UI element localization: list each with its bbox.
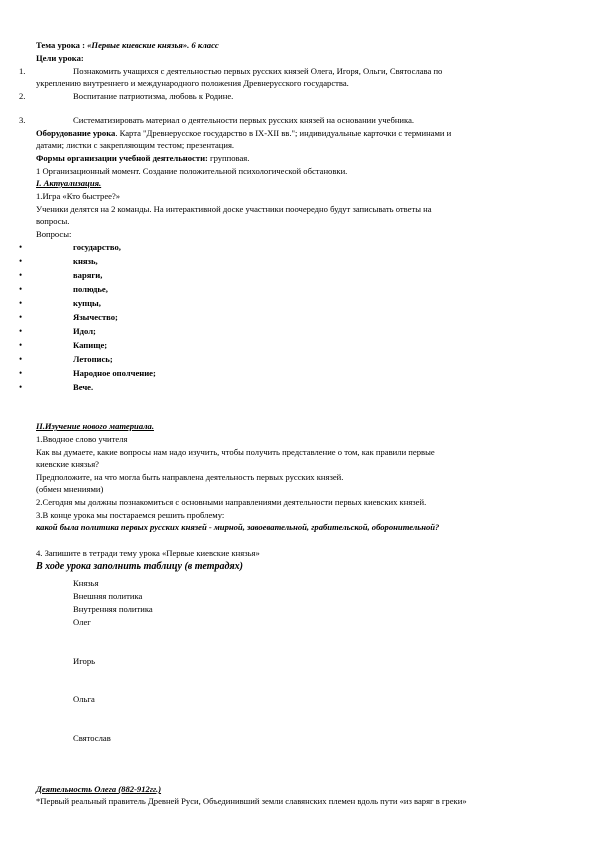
bullet-icon: • xyxy=(19,298,23,308)
prince-oleg: Олег xyxy=(73,617,91,627)
oleg-section-text: *Первый реальный правитель Древней Руси, Объединивший земли славянских племен вдоль пути «из варяг в греки» xyxy=(36,796,467,806)
forms-line xyxy=(36,153,249,164)
bullet-icon: • xyxy=(19,256,23,266)
oleg-section-title: Деятельность Олега (882-912гг.) xyxy=(36,784,162,794)
forms-value: групповая. xyxy=(207,153,250,163)
bullet-icon: • xyxy=(19,242,23,252)
game-desc-line1: Ученики делятся на 2 команды. На интерактивной доске участники поочередно будут записывать ответы на xyxy=(36,204,432,214)
bullet-icon: • xyxy=(19,340,23,350)
problem-question: какой была политика первых русских князей - мирной, завоевательной, грабительской, оборонительной? xyxy=(36,522,440,532)
section2-p1: 1.Вводное слово учителя xyxy=(36,434,128,444)
section1-title: I. Актуализация. xyxy=(36,178,102,188)
section2-p8: 4. Запишите в тетради тему урока «Первые киевские князья» xyxy=(36,548,260,558)
forms-label: Формы организации учебной деятельности: xyxy=(36,153,208,163)
list-item: полюдье, xyxy=(73,284,108,294)
bullet-icon: • xyxy=(19,270,23,280)
bullet-icon: • xyxy=(19,312,23,322)
section2-p2: Как вы думаете, какие вопросы нам надо изучить, чтобы получить представление о том, как правили первые xyxy=(36,447,435,457)
prince-olga: Ольга xyxy=(73,694,95,704)
bullet-icon: • xyxy=(19,382,23,392)
section2-title: II.Изучение нового материала. xyxy=(36,421,154,431)
bullet-icon: • xyxy=(19,354,23,364)
table-col-princes: Князья xyxy=(73,578,99,588)
lesson-topic xyxy=(36,40,219,51)
section2-p4: Предположите, на что могла быть направлена деятельность первых русских князей. xyxy=(36,472,344,482)
topic-label: Тема урока : xyxy=(36,40,88,50)
org-moment: 1 Организационный момент. Создание положительной психологической обстановки. xyxy=(36,166,348,176)
goals-label: Цели урока: xyxy=(36,53,84,63)
game-desc-line2: вопросы. xyxy=(36,216,70,226)
goal-1-line2: укреплению внутреннего и международного положения Древнерусского государства. xyxy=(36,78,349,88)
prince-svyatoslav: Святослав xyxy=(73,733,111,743)
table-heading: В ходе урока заполнить таблицу (в тетрадях) xyxy=(36,561,243,572)
list-item: князь, xyxy=(73,256,98,266)
questions-label: Вопросы: xyxy=(36,229,72,239)
game-title: 1.Игра «Кто быстрее?» xyxy=(36,191,121,201)
table-col-domestic-policy: Внутренняя политика xyxy=(73,604,153,614)
section2-p7: 3.В конце урока мы постараемся решить проблему: xyxy=(36,510,225,520)
bullet-icon: • xyxy=(19,326,23,336)
goal-1-line1: Познакомить учащихся с деятельностью первых русских князей Олега, Игоря, Ольги, Святослава по xyxy=(73,66,443,76)
list-item: Идол; xyxy=(73,326,96,336)
list-item: Народное ополчение; xyxy=(73,368,156,378)
list-item: Летопись; xyxy=(73,354,113,364)
bullet-icon: • xyxy=(19,368,23,378)
goal-1-number: 1. xyxy=(19,66,26,76)
equipment-line2: датами; листки с закрепляющим тестом; презентация. xyxy=(36,140,235,150)
goal-3-number: 3. xyxy=(19,115,26,125)
equipment-label: Оборудование урока xyxy=(36,128,116,138)
section2-p6: 2.Сегодня мы должны познакомиться с основными направлениями деятельности первых киевских князей. xyxy=(36,497,427,507)
prince-igor: Игорь xyxy=(73,656,96,666)
list-item: государство, xyxy=(73,242,121,252)
list-item: Капище; xyxy=(73,340,108,350)
table-col-foreign-policy: Внешняя политика xyxy=(73,591,143,601)
bullet-icon: • xyxy=(19,284,23,294)
goal-3-line1: Систематизировать материал о деятельности первых русских князей на основании учебника. xyxy=(73,115,415,125)
list-item: купцы, xyxy=(73,298,101,308)
section2-p5: (обмен мнениями) xyxy=(36,484,104,494)
equipment-text1: . Карта "Древнерусское государство в IX-XII вв."; индивидуальные карточки с терминами и xyxy=(115,128,452,138)
list-item: варяги, xyxy=(73,270,103,280)
equipment-line1 xyxy=(36,128,451,139)
list-item: Язычество; xyxy=(73,312,118,322)
goal-2-line1: Воспитание патриотизма, любовь к Родине. xyxy=(73,91,234,101)
goal-2-number: 2. xyxy=(19,91,26,101)
section2-p3: киевские князья? xyxy=(36,459,99,469)
topic-value: «Первые киевские князья». 6 класс xyxy=(87,40,219,50)
list-item: Вече. xyxy=(73,382,94,392)
